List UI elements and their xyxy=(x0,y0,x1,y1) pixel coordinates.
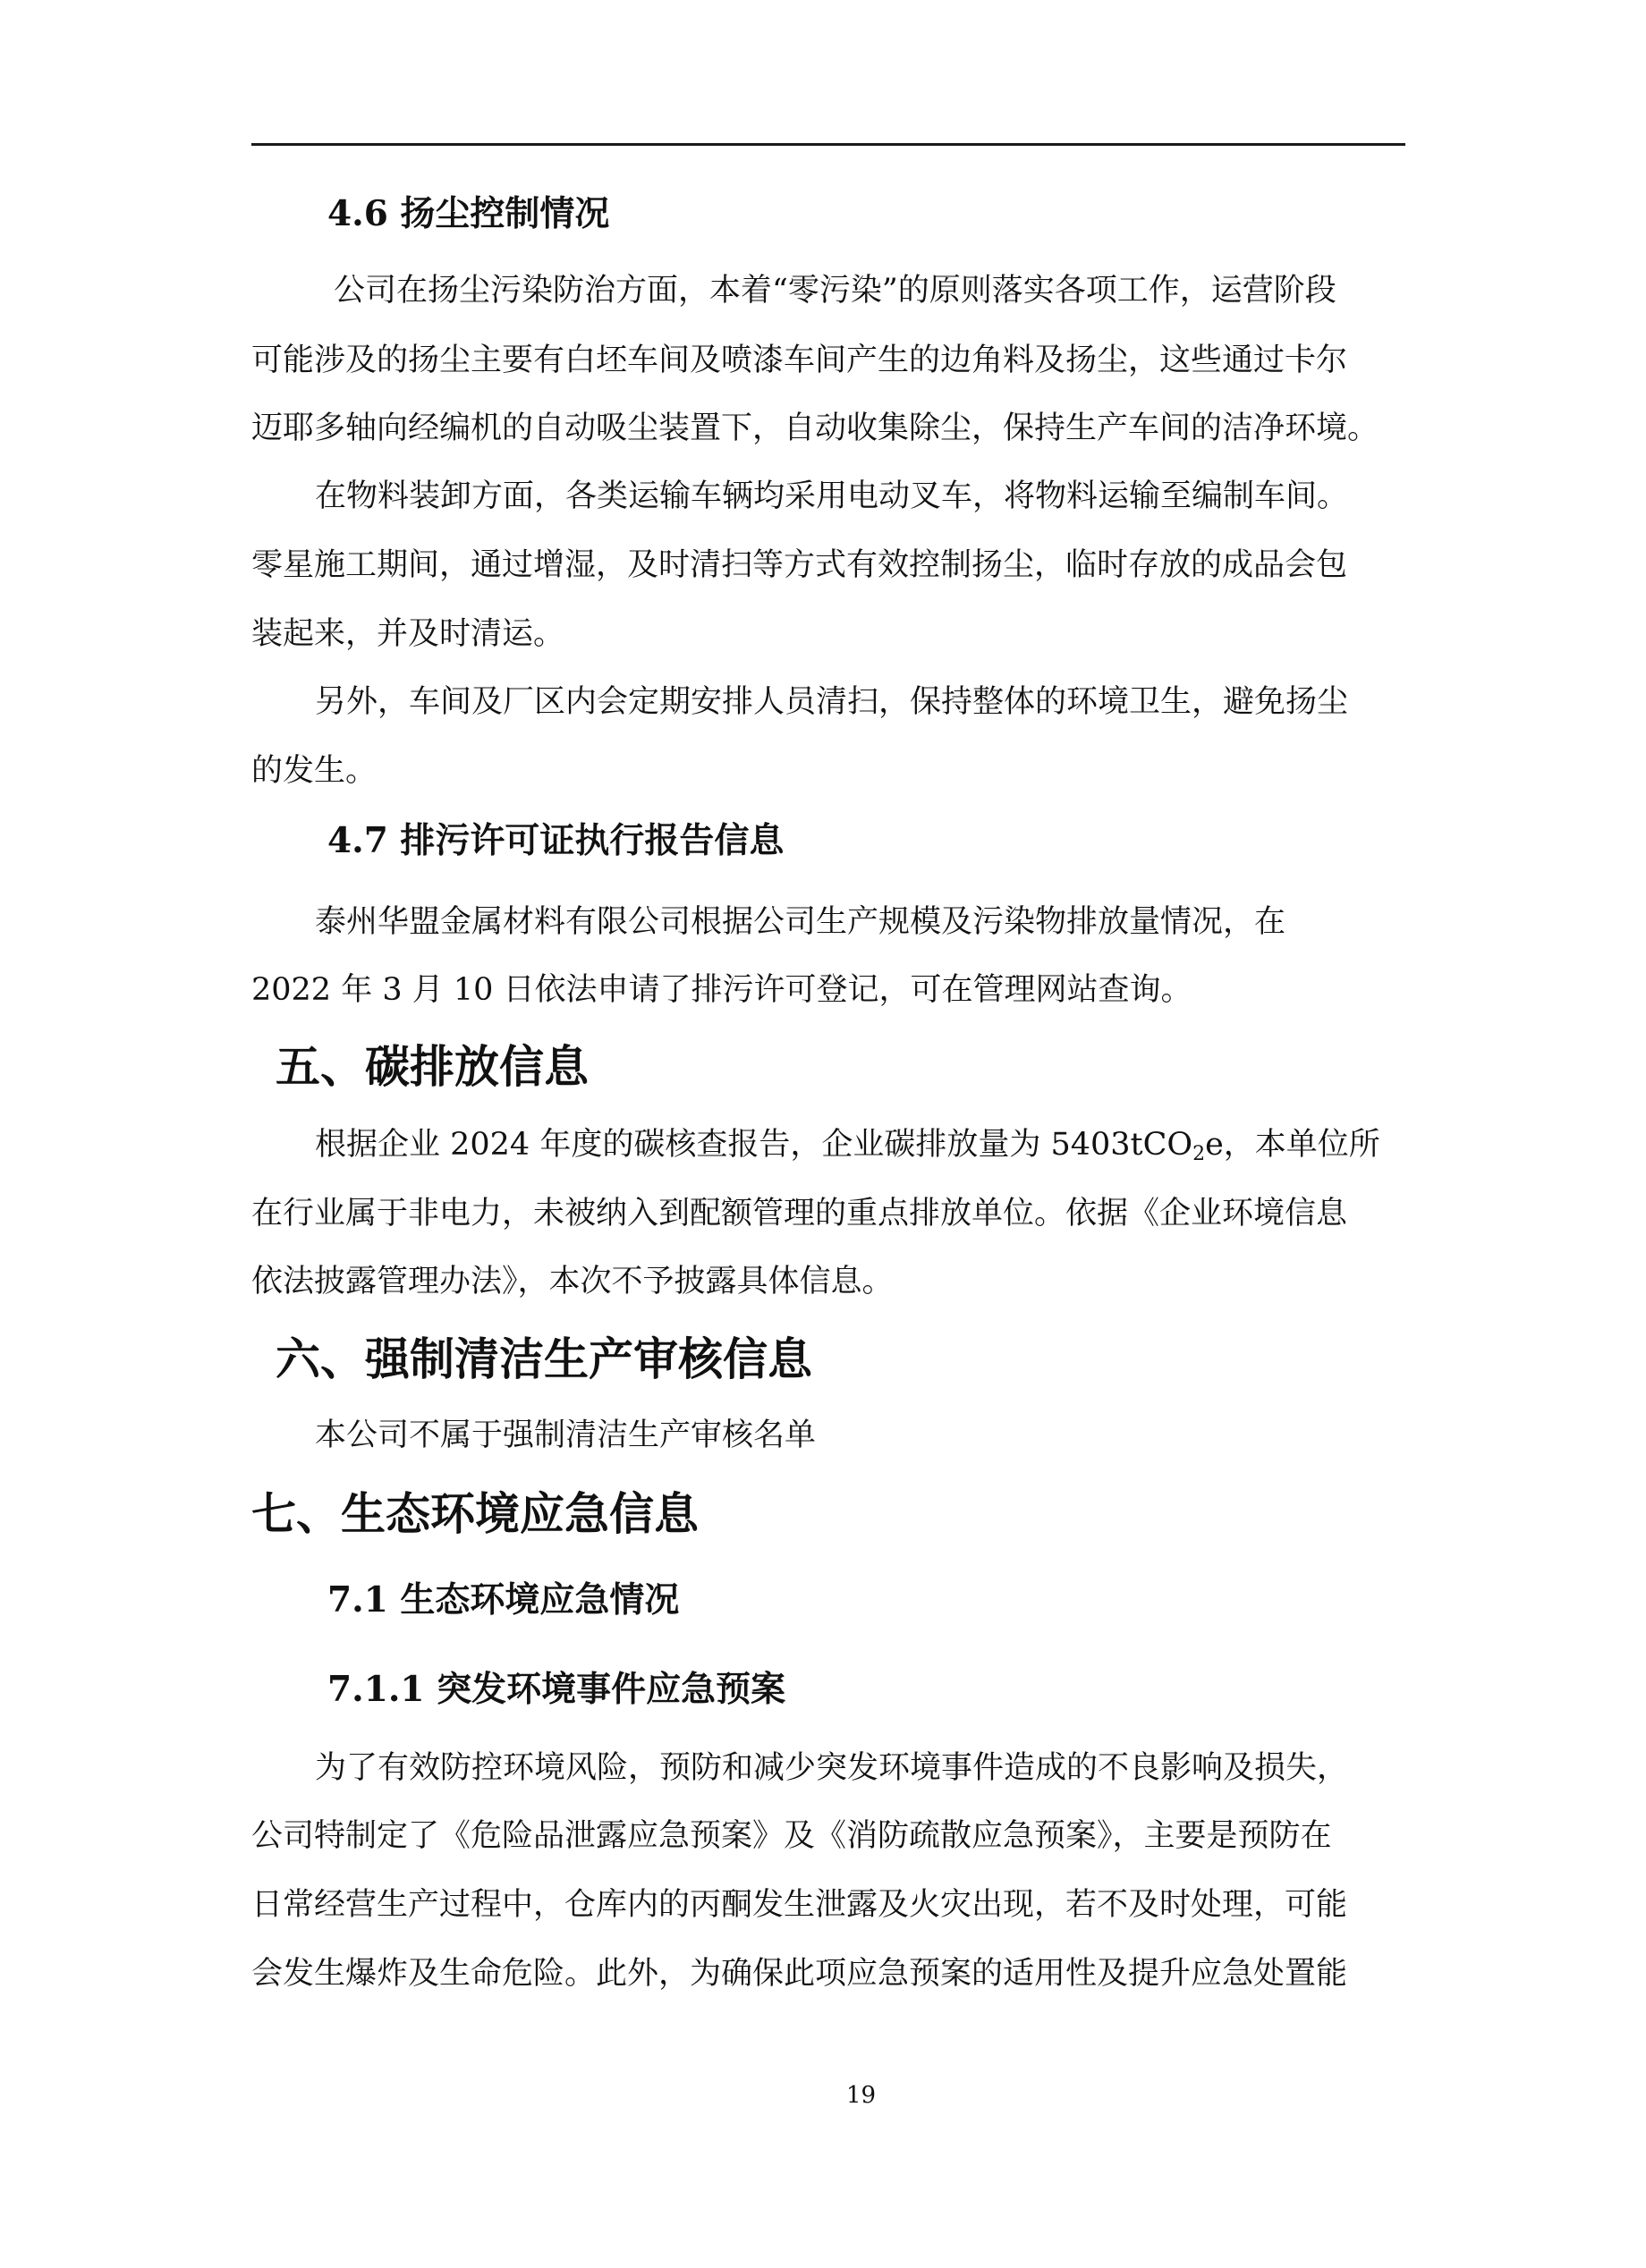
paragraph-line: 可能涉及的扬尘主要有白坯车间及喷漆车间产生的边角料及扬尘，这些通过卡尔 xyxy=(251,343,1348,378)
paragraph-line: 为了有效防控环境风险，预防和减少突发环境事件造成的不良影响及损失， xyxy=(315,1750,1349,1786)
heading-section-7: 七、生态环境应急信息 xyxy=(251,1487,699,1540)
paragraph-line: 公司在扬尘污染防治方面，本着“零污染”的原则落实各项工作，运营阶段 xyxy=(334,273,1336,309)
heading-section-5: 五、碳排放信息 xyxy=(276,1040,589,1093)
paragraph-line: 泰州华盟金属材料有限公司根据公司生产规模及污染物排放量情况，在 xyxy=(315,904,1286,940)
paragraph-line: 会发生爆炸及生命危险。此外，为确保此项应急预案的适用性及提升应急处置能 xyxy=(251,1956,1348,1992)
paragraph-line: 在物料装卸方面，各类运输车辆均采用电动叉车，将物料运输至编制车间。 xyxy=(315,478,1349,514)
heading-4-6: 4.6 扬尘控制情况 xyxy=(327,193,610,234)
paragraph-line: 2022 年 3 月 10 日依法申请了排污许可登记，可在管理网站查询。 xyxy=(251,972,1192,1008)
paragraph-line: 装起来，并及时清运。 xyxy=(251,616,565,652)
paragraph-line: 迈耶多轴向经编机的自动吸尘装置下，自动收集除尘，保持生产车间的洁净环境。 xyxy=(251,410,1379,446)
heading-7-1-1: 7.1.1 突发环境事件应急预案 xyxy=(327,1669,786,1710)
carbon-text-after: e，本单位所 xyxy=(1205,1127,1380,1163)
paragraph-line: 依法披露管理办法》，本次不予披露具体信息。 xyxy=(251,1264,894,1299)
carbon-text-before: 根据企业 2024 年度的碳核查报告，企业碳排放量为 5403tCO xyxy=(315,1127,1193,1163)
heading-section-6: 六、强制清洁生产审核信息 xyxy=(276,1333,812,1385)
paragraph-line xyxy=(315,1127,1380,1165)
carbon-subscript: 2 xyxy=(1192,1143,1206,1165)
paragraph-line: 日常经营生产过程中，仓库内的丙酮发生泄露及火灾出现，若不及时处理，可能 xyxy=(251,1887,1348,1923)
heading-7-1: 7.1 生态环境应急情况 xyxy=(327,1579,680,1621)
paragraph-line: 的发生。 xyxy=(251,753,378,789)
paragraph-line: 本公司不属于强制清洁生产审核名单 xyxy=(315,1418,817,1453)
paragraph-line: 零星施工期间，通过增湿，及时清扫等方式有效控制扬尘，临时存放的成品会包 xyxy=(251,547,1348,583)
paragraph-line: 在行业属于非电力，未被纳入到配额管理的重点排放单位。依据《企业环境信息 xyxy=(251,1196,1348,1231)
header-rule xyxy=(251,143,1405,146)
page-number: 19 xyxy=(846,2082,877,2109)
heading-4-7: 4.7 排污许可证执行报告信息 xyxy=(327,820,785,861)
paragraph-line: 另外，车间及厂区内会定期安排人员清扫，保持整体的环境卫生，避免扬尘 xyxy=(315,684,1349,720)
paragraph-line: 公司特制定了《危险品泄露应急预案》及《消防疏散应急预案》，主要是预防在 xyxy=(251,1818,1332,1854)
